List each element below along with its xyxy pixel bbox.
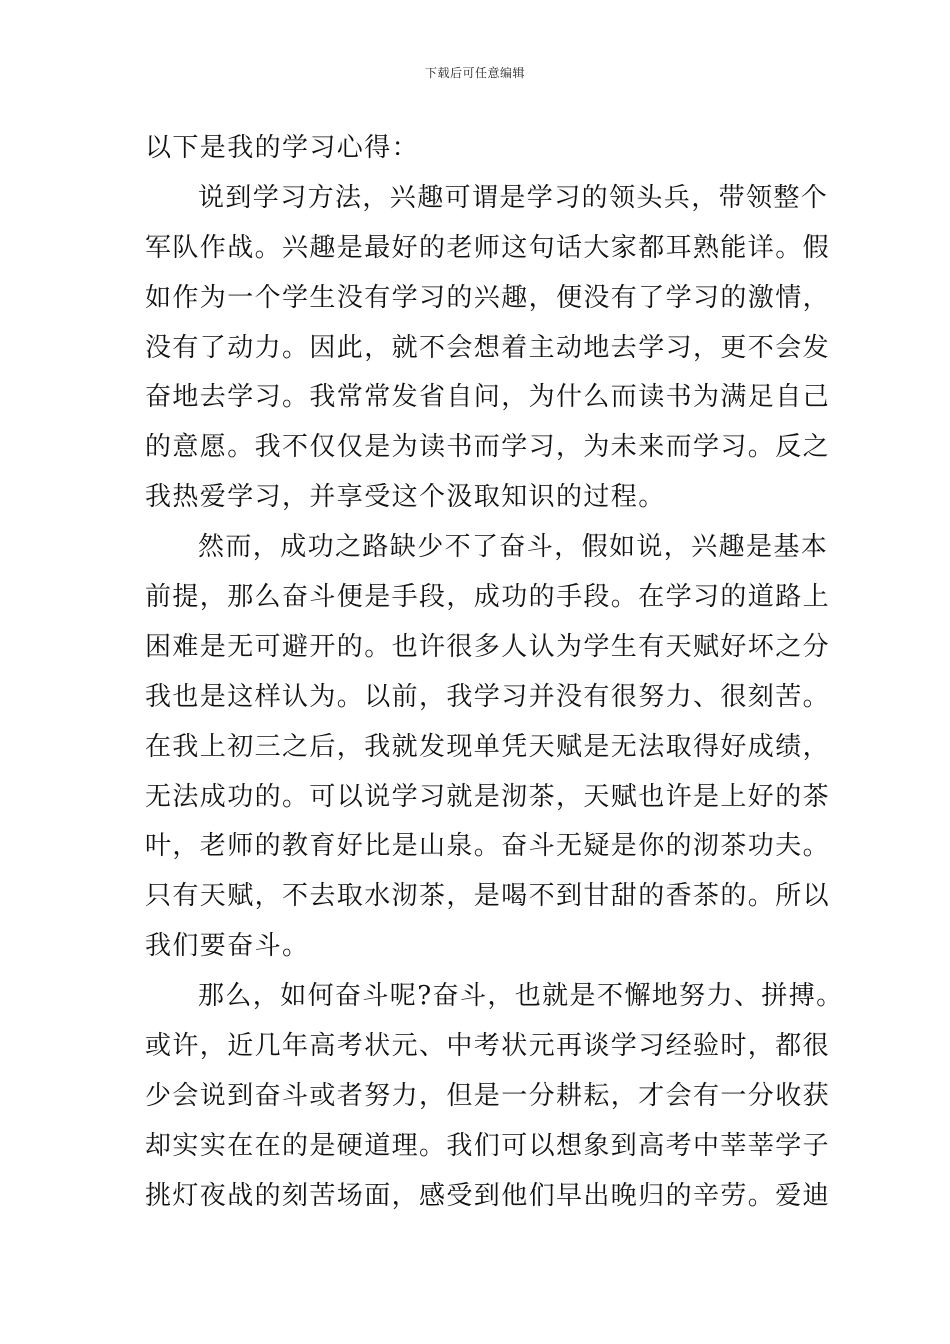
text-line: 那么，如何奋斗呢?奋斗，也就是不懈地努力、拼搏。 [198, 981, 844, 1012]
text-line: 在我上初三之后，我就发现单凭天赋是无法取得好成绩， [145, 731, 831, 762]
text-line: 却实实在在的是硬道理。我们可以想象到高考中莘莘学子 [145, 1130, 831, 1161]
text-line: 我也是这样认为。以前，我学习并没有很努力、很刻苦。 [145, 681, 831, 712]
body-text [145, 128, 844, 1226]
text-line: 的意愿。我不仅仅是为读书而学习，为未来而学习。反之 [145, 432, 831, 463]
text-line: 只有天赋，不去取水沏茶，是喝不到甘甜的香茶的。所以 [145, 881, 831, 912]
text-line: 前提，那么奋斗便是手段，成功的手段。在学习的道路上 [145, 582, 831, 613]
text-line: 我热爱学习，并享受这个汲取知识的过程。 [145, 482, 666, 513]
text-line: 军队作战。兴趣是最好的老师这句话大家都耳熟能详。假 [145, 232, 831, 263]
page-header: 下载后可任意编辑 [424, 66, 525, 80]
text-line: 挑灯夜战的刻苦场面，感受到他们早出晚归的辛劳。爱迪 [145, 1180, 831, 1211]
text-line: 没有了动力。因此，就不会想着主动地去学习，更不会发 [145, 332, 831, 363]
text-line: 然而，成功之路缺少不了奋斗，假如说，兴趣是基本 [198, 532, 829, 563]
text-line: 或许，近几年高考状元、中考状元再谈学习经验时，都很 [145, 1031, 831, 1062]
text-line: 如作为一个学生没有学习的兴趣，便没有了学习的激情， [145, 282, 831, 313]
text-line: 无法成功的。可以说学习就是沏茶，天赋也许是上好的茶 [145, 781, 831, 812]
text-line: 奋地去学习。我常常发省自问，为什么而读书为满足自己 [145, 382, 831, 413]
text-line: 我们要奋斗。 [145, 931, 310, 962]
text-line: 叶，老师的教育好比是山泉。奋斗无疑是你的沏茶功夫。 [145, 831, 831, 862]
text-line: 说到学习方法，兴趣可谓是学习的领头兵，带领整个 [198, 182, 829, 213]
text-line: 困难是无可避开的。也许很多人认为学生有天赋好坏之分 [145, 631, 831, 662]
text-line: 以下是我的学习心得： [145, 133, 420, 163]
text-line: 少会说到奋斗或者努力，但是一分耕耘，才会有一分收获 [145, 1080, 831, 1111]
